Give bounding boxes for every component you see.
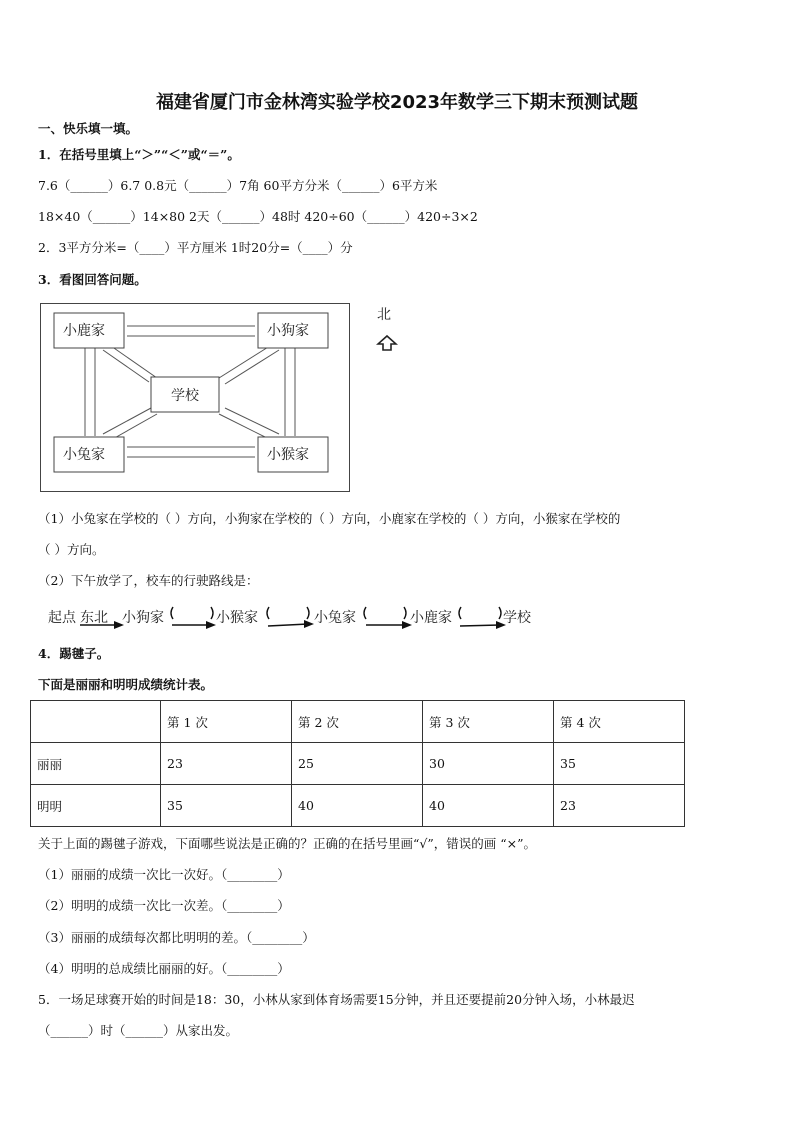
question-4-item-4: （4）明明的总成绩比丽丽的好。（________）: [38, 961, 290, 976]
route-stop-deer: 小鹿家: [410, 610, 452, 626]
question-4-prompt: 关于上面的踢毽子游戏，下面哪些说法是正确的？正确的在括号里画“√”，错误的画 “×”。: [38, 836, 536, 851]
table-cell: 30: [423, 743, 554, 785]
table-header-cell: 第 2 次: [292, 701, 423, 743]
section-heading: 一、快乐填一填。: [38, 121, 139, 136]
table-row: [31, 743, 685, 785]
question-5-line-2: （______）时（______）从家出发。: [38, 1023, 239, 1038]
table-cell: 23: [554, 785, 685, 827]
question-4-item-1: （1）丽丽的成绩一次比一次好。（________）: [38, 867, 290, 882]
table-header-row: [31, 701, 685, 743]
table-cell: 35: [554, 743, 685, 785]
question-3-sub-1-cont: （ ）方向。: [38, 542, 105, 557]
route-direction-1: 东北: [80, 610, 108, 626]
question-3-stem: 3．看图回答问题。: [38, 272, 147, 287]
question-5-line-1: 5．一场足球赛开始的时间是18：30，小林从家到体育场需要15分钟，并且还要提前20分钟入场，小林最迟: [38, 992, 635, 1007]
north-label: 北: [377, 307, 391, 323]
page-title: 福建省厦门市金林湾实验学校2023年数学三下期末预测试题: [155, 92, 639, 113]
question-1-row-1: 7.6（______）6.7 0.8元（______）7角 60平方分米（______）6平方米: [38, 178, 438, 193]
table-cell: 明明: [31, 785, 161, 827]
label-rabbit-home: 小兔家: [63, 447, 105, 463]
table-cell: 40: [423, 785, 554, 827]
question-4-intro: 下面是丽丽和明明成绩统计表。: [38, 677, 214, 692]
route-stop-monkey: 小猴家: [216, 610, 258, 626]
table-header-cell: [31, 701, 161, 743]
route-arrows: [0, 598, 560, 638]
route-start: 起点: [48, 610, 76, 626]
question-3-sub-2: （2）下午放学了，校车的行驶路线是：: [38, 573, 259, 588]
route-stop-rabbit: 小兔家: [314, 610, 356, 626]
table-cell: 35: [161, 785, 292, 827]
label-monkey-home: 小猴家: [267, 447, 309, 463]
table-cell: 丽丽: [31, 743, 161, 785]
question-4-item-3: （3）丽丽的成绩每次都比明明的差。（________）: [38, 930, 315, 945]
question-1-row-2: 18×40（______）14×80 2天（______）48时 420÷60（______）420÷3×2: [38, 209, 478, 224]
table-row: [31, 785, 685, 827]
score-table: [30, 700, 685, 827]
question-3-sub-1: （1）小兔家在学校的（ ）方向，小狗家在学校的（ ）方向，小鹿家在学校的（ ）方向，小猴家在学校的: [38, 511, 621, 526]
label-school: 学校: [171, 388, 199, 404]
map-diagram: [40, 303, 350, 492]
table-cell: 40: [292, 785, 423, 827]
table-header-cell: 第 4 次: [554, 701, 685, 743]
question-4-stem: 4．踢毽子。: [38, 646, 110, 661]
route-end-school: 学校: [503, 610, 531, 626]
north-arrow-icon: [376, 334, 398, 352]
label-deer-home: 小鹿家: [63, 323, 105, 339]
table-header-cell: 第 3 次: [423, 701, 554, 743]
table-cell: 25: [292, 743, 423, 785]
route-stop-dog: 小狗家: [122, 610, 164, 626]
table-cell: 23: [161, 743, 292, 785]
table-header-cell: 第 1 次: [161, 701, 292, 743]
label-dog-home: 小狗家: [267, 323, 309, 339]
question-1-stem: 1．在括号里填上“＞”“＜”或“＝”。: [38, 147, 240, 162]
question-4-item-2: （2）明明的成绩一次比一次差。（________）: [38, 898, 290, 913]
question-2: 2．3平方分米=（____）平方厘米 1时20分=（____）分: [38, 240, 353, 255]
